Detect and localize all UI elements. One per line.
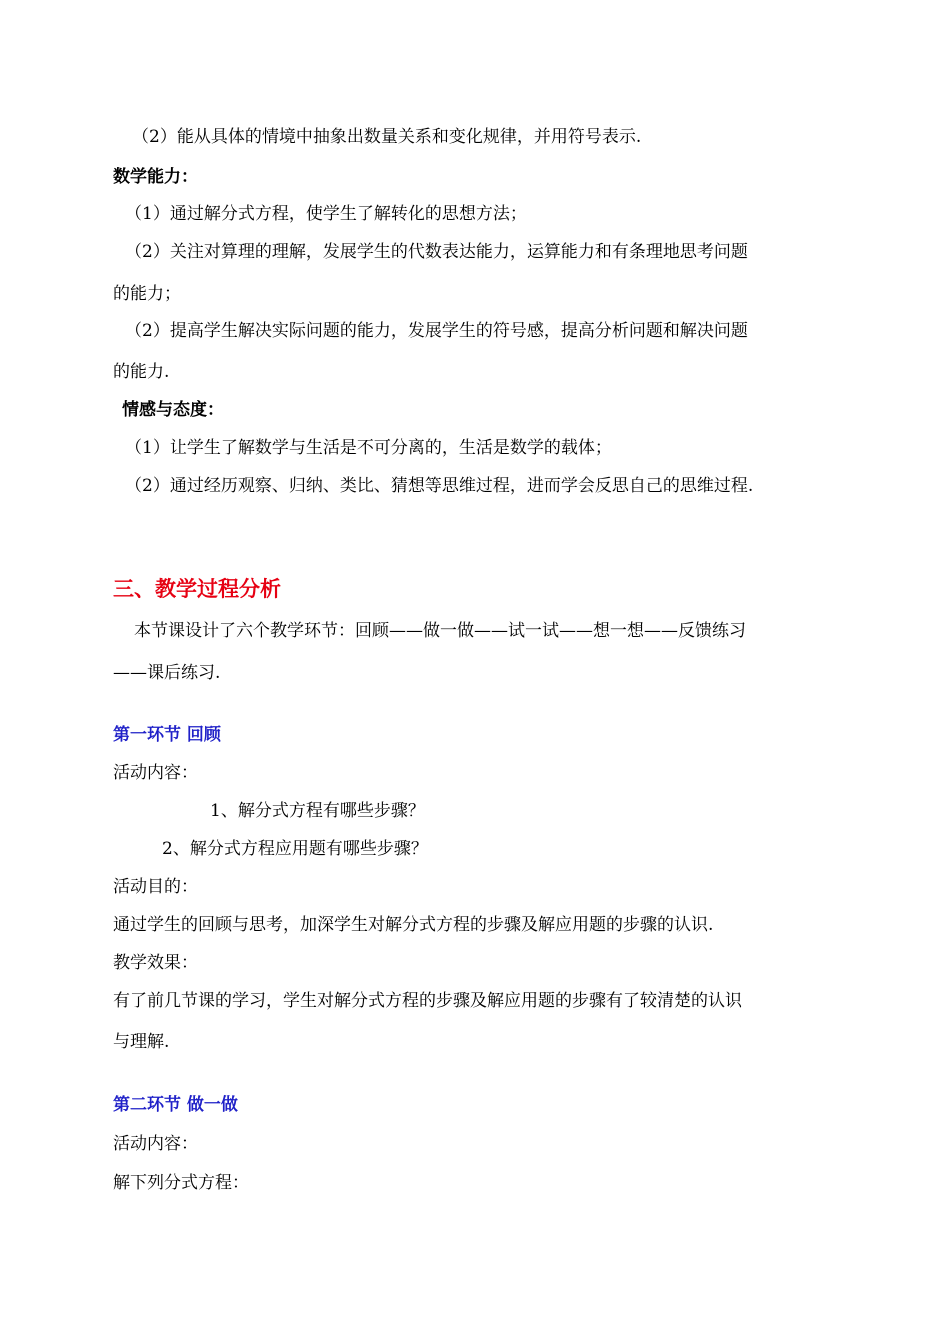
section-intro-cont: ——课后练习. (113, 663, 221, 683)
objective-paragraph: （2）能从具体的情境中抽象出数量关系和变化规律，并用符号表示. (132, 127, 642, 147)
part1-effect-label: 教学效果： (113, 953, 198, 973)
part1-purpose-text: 通过学生的回顾与思考，加深学生对解分式方程的步骤及解应用题的步骤的认识. (113, 915, 714, 935)
part1-effect-text-cont: 与理解. (113, 1032, 170, 1052)
part2-task: 解下列分式方程： (113, 1173, 249, 1193)
section-title: 三、教学过程分析 (113, 577, 281, 601)
emotion-item-2: （2）通过经历观察、归纳、类比、猜想等思维过程，进而学会反思自己的思维过程. (125, 476, 754, 496)
part1-purpose-label: 活动目的： (113, 877, 198, 897)
math-ability-item-2: （2）关注对算理的理解，发展学生的代数表达能力，运算能力和有条理地思考问题 (125, 242, 748, 262)
part1-item-1: 1、解分式方程有哪些步骤？ (210, 801, 425, 821)
math-ability-item-3-cont: 的能力. (113, 362, 170, 382)
part2-content-label: 活动内容： (113, 1134, 198, 1154)
math-ability-item-2-cont: 的能力； (113, 284, 181, 304)
part1-title: 第一环节 回顾 (113, 725, 221, 745)
part1-content-label: 活动内容： (113, 763, 198, 783)
math-ability-item-1: （1）通过解分式方程，使学生了解转化的思想方法； (125, 204, 527, 224)
part1-effect-text: 有了前几节课的学习，学生对解分式方程的步骤及解应用题的步骤有了较清楚的认识 (113, 991, 742, 1011)
emotion-heading: 情感与态度： (122, 400, 224, 420)
part1-item-2: 2、解分式方程应用题有哪些步骤？ (162, 839, 428, 859)
math-ability-heading: 数学能力： (113, 167, 198, 187)
part2-title: 第二环节 做一做 (113, 1095, 238, 1115)
section-intro: 本节课设计了六个教学环节：回顾——做一做——试一试——想一想——反馈练习 (134, 621, 746, 641)
math-ability-item-3: （2）提高学生解决实际问题的能力，发展学生的符号感，提高分析问题和解决问题 (125, 321, 748, 341)
emotion-item-1: （1）让学生了解数学与生活是不可分离的，生活是数学的载体； (125, 438, 612, 458)
